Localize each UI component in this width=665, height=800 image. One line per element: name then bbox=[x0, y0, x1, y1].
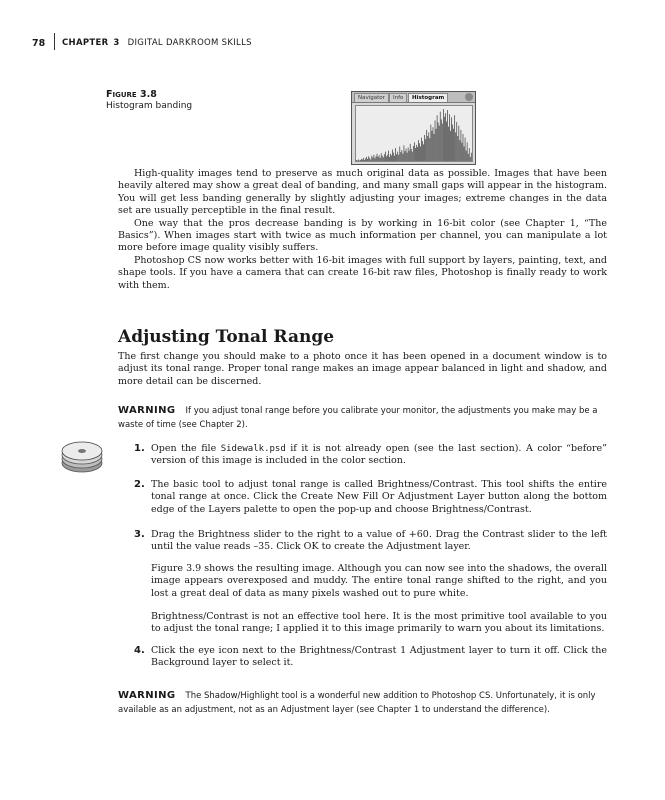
histogram-bar bbox=[388, 151, 389, 161]
histogram-bar bbox=[366, 157, 367, 161]
histogram-bar bbox=[468, 154, 469, 161]
histogram-bar bbox=[446, 121, 447, 161]
histogram-bar bbox=[450, 131, 451, 161]
section-intro bbox=[118, 351, 607, 388]
histogram-bar bbox=[383, 157, 384, 161]
histogram-bar bbox=[424, 135, 425, 161]
histogram-bar bbox=[469, 148, 470, 161]
paragraph: Photoshop CS now works better with 16-bit images with full support by layers, painting, text, and shape tools. If you have a camera that can create 16-bit raw files, Photoshop is finally ready to work with them. bbox=[118, 254, 607, 291]
section-heading: Adjusting Tonal Range bbox=[118, 327, 335, 347]
step-item bbox=[134, 529, 607, 554]
histogram-bar bbox=[392, 150, 393, 161]
histogram-bar bbox=[359, 160, 360, 161]
step-note: Brightness/Contrast is not an effective tool here. It is the most primitive tool available to you to adjust the tonal range; I applied it to this image primarily to warn you about its limitations. bbox=[151, 611, 607, 635]
histogram-bar bbox=[397, 152, 398, 161]
histogram-bar bbox=[470, 157, 471, 161]
chapter-title: DIGITAL DARKROOM SKILLS bbox=[127, 38, 252, 48]
histogram-bar bbox=[384, 154, 385, 161]
histogram-bar bbox=[460, 140, 461, 161]
histogram-bar bbox=[376, 156, 377, 161]
histogram-bar bbox=[364, 160, 365, 161]
histogram-bar bbox=[427, 136, 428, 161]
header-divider bbox=[54, 33, 55, 50]
histogram-bar bbox=[356, 160, 357, 161]
histogram-bar bbox=[438, 123, 439, 161]
histogram-bar bbox=[465, 138, 466, 161]
paragraph: One way that the pros decrease banding is by working in 16-bit color (see Chapter 1, “The Basics”). When images start with twice as much information per channel, you can manipulate a lot more before image quality visibly suffers. bbox=[118, 217, 607, 254]
step-note: Figure 3.9 shows the resulting image. Although you can now see into the shadows, the overall image appears overexposed and muddy. The entire tonal range shifted to the right, and you lost a great deal of data as many pixels washed out to pure white. bbox=[151, 563, 607, 599]
step-number: 1. bbox=[134, 443, 145, 454]
histogram-bar bbox=[452, 125, 453, 161]
histogram-bar bbox=[417, 147, 418, 161]
histogram-bar bbox=[378, 157, 379, 161]
histogram-bar bbox=[404, 145, 405, 161]
histogram-bar bbox=[426, 130, 427, 161]
histogram-bar bbox=[440, 112, 441, 161]
histogram-bar bbox=[358, 159, 359, 161]
histogram-bar bbox=[436, 129, 437, 161]
histogram-bar bbox=[360, 160, 361, 161]
histogram-bar bbox=[387, 155, 388, 161]
histogram-bar bbox=[439, 126, 440, 161]
histogram-graph bbox=[356, 106, 472, 161]
histogram-bar bbox=[408, 147, 409, 161]
histogram-bar bbox=[425, 139, 426, 161]
histogram-bar bbox=[464, 146, 465, 161]
histogram-bar bbox=[402, 150, 403, 161]
histogram-bar bbox=[357, 160, 358, 161]
histogram-bar bbox=[374, 155, 375, 161]
histogram-bar bbox=[431, 125, 432, 161]
step-text: Drag the Brightness slider to the right to a value of +60. Drag the Contrast slider to the left until the value reads –35. Click OK to create the Adjustment layer. bbox=[151, 529, 607, 553]
histogram-palette bbox=[351, 91, 476, 165]
histogram-bar bbox=[393, 153, 394, 161]
histogram-bar bbox=[365, 158, 366, 161]
histogram-bar bbox=[391, 155, 392, 161]
step-number: 2. bbox=[134, 479, 145, 490]
step-number: 4. bbox=[134, 645, 145, 656]
histogram-bar bbox=[441, 119, 442, 161]
histogram-bar bbox=[361, 159, 362, 161]
histogram-bar bbox=[401, 152, 402, 161]
histogram-bar bbox=[433, 127, 434, 161]
histogram-bar bbox=[373, 157, 374, 161]
histogram-bar bbox=[369, 158, 370, 161]
cd-icon bbox=[58, 439, 104, 475]
histogram-bar bbox=[416, 145, 417, 161]
histogram-bar bbox=[386, 156, 387, 161]
warning-label: WARNING bbox=[118, 690, 176, 701]
step-text: Open the file Sidewalk.psd if it is not already open (see the last section). A color “before” version of this image is included in the color section. bbox=[151, 443, 607, 467]
warning-text: The Shadow/Highlight tool is a wonderful new addition to Photoshop CS. Unfortunately, it is only available as an adjustment, not as an Adjustment layer (see Chapter 1 to understand the difference). bbox=[118, 691, 596, 715]
step-item bbox=[134, 443, 607, 468]
histogram-bar bbox=[410, 144, 411, 161]
histogram-bar bbox=[385, 152, 386, 161]
histogram-bar bbox=[453, 129, 454, 161]
histogram-bar bbox=[462, 143, 463, 161]
warning-note bbox=[118, 404, 607, 432]
histogram-bar bbox=[407, 153, 408, 161]
histogram-bar bbox=[432, 131, 433, 161]
histogram-bar bbox=[430, 138, 431, 161]
figure-label: Figure 3.8 bbox=[106, 89, 157, 100]
step-text: Click the eye icon next to the Brightness/Contrast 1 Adjustment layer to turn it off. Click the Background layer to select it. bbox=[151, 645, 607, 669]
histogram-bar bbox=[445, 113, 446, 161]
histogram-bar bbox=[423, 144, 424, 161]
histogram-bar bbox=[444, 117, 445, 161]
histogram-bar bbox=[420, 146, 421, 161]
histogram-bar bbox=[463, 134, 464, 161]
tab-info[interactable]: Info bbox=[389, 93, 407, 102]
page-number: 78 bbox=[32, 38, 46, 49]
histogram-bar bbox=[368, 156, 369, 161]
histogram-bar bbox=[421, 138, 422, 161]
histogram-bar bbox=[422, 141, 423, 161]
histogram-bar bbox=[394, 156, 395, 161]
histogram-bar bbox=[412, 152, 413, 161]
histogram-bar bbox=[456, 122, 457, 161]
histogram-bar bbox=[466, 151, 467, 161]
histogram-bar bbox=[447, 110, 448, 161]
histogram-bar bbox=[372, 156, 373, 161]
histogram-bar bbox=[414, 142, 415, 161]
histogram-bar bbox=[437, 115, 438, 161]
histogram-bar bbox=[454, 115, 455, 161]
histogram-bar bbox=[443, 109, 444, 161]
histogram-bar bbox=[398, 155, 399, 161]
histogram-bar bbox=[418, 140, 419, 161]
histogram-bar bbox=[396, 154, 397, 161]
histogram-bar bbox=[442, 124, 443, 161]
histogram-bar bbox=[459, 126, 460, 161]
histogram-bar bbox=[467, 142, 468, 161]
histogram-bar bbox=[471, 153, 472, 161]
body-text bbox=[118, 168, 607, 292]
step-item bbox=[134, 479, 607, 516]
tab-histogram[interactable]: Histogram bbox=[408, 93, 448, 102]
histogram-bar bbox=[377, 154, 378, 161]
histogram-bar bbox=[458, 136, 459, 161]
histogram-bar bbox=[382, 156, 383, 161]
running-header bbox=[62, 38, 252, 48]
tab-navigator[interactable]: Navigator bbox=[354, 93, 389, 102]
histogram-bar bbox=[415, 148, 416, 161]
step-text: The basic tool to adjust tonal range is called Brightness/Contrast. This tool shifts the entire tonal range at once. Click the Create New Fill Or Adjustment Layer button along the bottom edge of the Layers palette to open the pop-up and choose Brightness/Contrast. bbox=[151, 479, 607, 515]
step-number: 3. bbox=[134, 529, 145, 540]
histogram-bar bbox=[371, 159, 372, 161]
palette-menu-icon[interactable] bbox=[465, 93, 473, 101]
histogram-bar bbox=[389, 157, 390, 161]
histogram-bar bbox=[395, 148, 396, 161]
filename: Sidewalk.psd bbox=[220, 444, 286, 454]
histogram-plot bbox=[355, 105, 473, 162]
histogram-bar bbox=[381, 153, 382, 161]
histogram-bar bbox=[429, 132, 430, 161]
histogram-bar bbox=[451, 117, 452, 161]
histogram-bar bbox=[435, 120, 436, 161]
palette-tab-bar bbox=[352, 92, 475, 103]
histogram-bar bbox=[409, 151, 410, 161]
histogram-bar bbox=[406, 149, 407, 161]
histogram-bar bbox=[400, 146, 401, 161]
histogram-bar bbox=[362, 159, 363, 161]
warning-label: WARNING bbox=[118, 405, 176, 416]
histogram-bar bbox=[363, 158, 364, 161]
histogram-bar bbox=[375, 158, 376, 161]
histogram-bar bbox=[411, 149, 412, 161]
paragraph: High-quality images tend to preserve as much original data as possible. Images that have been heavily altered may show a great deal of banding, and many small gaps will appear in the histogram. You will get less banding generally by slightly adjusting your images; extreme changes in the data set are usually perceptible in the final result. bbox=[118, 168, 607, 217]
histogram-bar bbox=[449, 114, 450, 161]
histogram-bar bbox=[367, 159, 368, 161]
intro-paragraph: The first change you should make to a photo once it has been opened in a document window is to adjust its tonal range. Proper tonal range makes an image appear balanced in light and shadow, and more detail can be discerned. bbox=[118, 351, 607, 387]
warning-text: If you adjust tonal range before you calibrate your monitor, the adjustments you make may be a waste of time (see Chapter 2). bbox=[118, 406, 598, 430]
histogram-bar bbox=[403, 154, 404, 161]
histogram-bar bbox=[455, 132, 456, 161]
figure-caption: Histogram banding bbox=[106, 101, 193, 111]
chapter-label: CHAPTER bbox=[62, 38, 109, 48]
histogram-bar bbox=[461, 130, 462, 161]
histogram-bar bbox=[405, 151, 406, 161]
histogram-bar bbox=[379, 155, 380, 161]
step-item bbox=[134, 645, 607, 670]
histogram-bar bbox=[390, 154, 391, 161]
chapter-number: 3 bbox=[113, 38, 120, 48]
histogram-bar bbox=[419, 143, 420, 161]
warning-note bbox=[118, 689, 607, 717]
histogram-bar bbox=[448, 127, 449, 161]
histogram-bar bbox=[434, 134, 435, 161]
histogram-bar bbox=[413, 146, 414, 161]
histogram-bar bbox=[380, 158, 381, 161]
